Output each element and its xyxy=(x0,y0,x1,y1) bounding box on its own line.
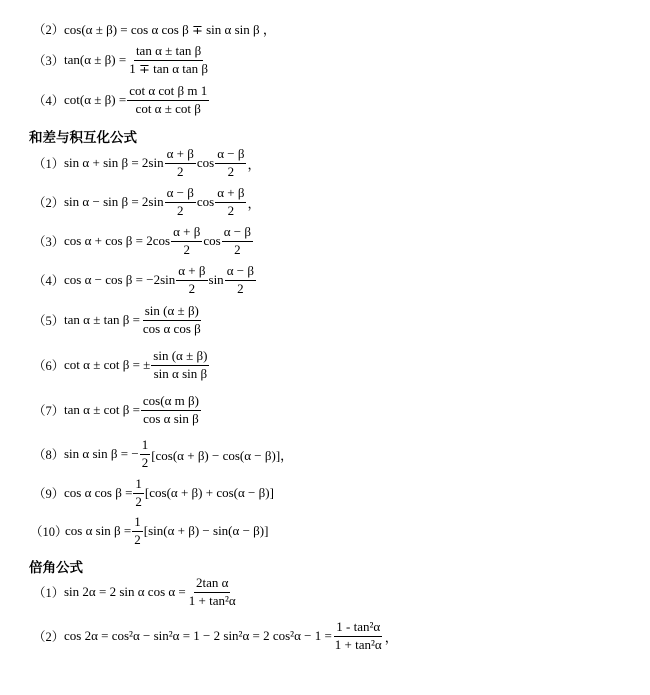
denominator: 1 + tan²α xyxy=(334,636,382,652)
item-number: （8） xyxy=(33,448,65,463)
formula-text: cos xyxy=(196,194,215,210)
item-number: （1） xyxy=(33,586,65,601)
fraction xyxy=(127,44,210,77)
formula-text: cos α − cos β = −2sin xyxy=(64,272,176,288)
formula-text: cos α sin β = xyxy=(65,523,132,539)
double-angle-1 xyxy=(33,576,239,609)
denominator: 2 xyxy=(135,493,142,509)
formula-text: tan α ± cot β = xyxy=(64,402,140,418)
item-number: （5） xyxy=(33,314,65,329)
numerator: 1 xyxy=(133,477,144,494)
fraction xyxy=(133,477,144,510)
sum-product-9 xyxy=(33,477,274,510)
denominator: 2 xyxy=(176,163,184,179)
formula-text: ， xyxy=(384,629,398,645)
fraction xyxy=(187,576,238,609)
double-angle-2 xyxy=(33,620,398,653)
item-number: （3） xyxy=(33,235,65,250)
formula-text: [cos(α + β) + cos(α − β)] xyxy=(144,485,274,501)
item-number: （4） xyxy=(33,274,65,289)
formula-text: cos xyxy=(196,155,215,171)
item-number: （3） xyxy=(33,54,65,69)
denominator: 2 xyxy=(237,280,244,296)
formula-text: [sin(α + β) − sin(α − β)] xyxy=(143,523,269,539)
fraction xyxy=(165,147,196,180)
fraction xyxy=(127,84,209,117)
denominator: 2 xyxy=(176,202,184,218)
denominator: cos α cos β xyxy=(142,320,201,336)
item-number: （10） xyxy=(30,525,68,540)
item-number: （2） xyxy=(33,630,65,645)
fraction xyxy=(141,304,203,337)
formula-text: sin α + sin β = 2sin xyxy=(64,155,164,171)
formula-text: cos(α ± β) = cos α cos β ∓ sin α sin β ， xyxy=(64,22,276,37)
numerator: tan α ± tan β xyxy=(134,44,203,61)
sum-product-6 xyxy=(33,349,210,382)
formula-text: sin α − sin β = 2sin xyxy=(64,194,164,210)
numerator: sin (α ± β) xyxy=(143,304,201,321)
numerator: α − β xyxy=(222,225,253,242)
formula-text: ， xyxy=(247,195,261,211)
fraction xyxy=(225,264,256,297)
fraction xyxy=(176,264,207,297)
denominator: 2 xyxy=(227,202,235,218)
sum-product-10 xyxy=(30,515,268,548)
numerator: α + β xyxy=(165,147,196,164)
numerator: cos(α m β) xyxy=(141,394,201,411)
denominator: 2 xyxy=(141,454,149,470)
numerator: cot α cot β m 1 xyxy=(127,84,209,101)
fraction xyxy=(151,349,209,382)
denominator: cot α ± cot β xyxy=(135,100,201,116)
denominator: 1 ∓ tan α tan β xyxy=(129,60,209,76)
formula-text: cos α + cos β = 2cos xyxy=(64,233,171,249)
fraction xyxy=(140,438,151,471)
formula-text: cot(α ± β) = xyxy=(64,92,127,108)
item-number: （9） xyxy=(33,487,65,502)
denominator: 1 + tan²α xyxy=(188,592,236,608)
item-number: （2） xyxy=(33,22,65,37)
fraction xyxy=(141,394,201,427)
formula-text: cos 2α = cos²α − sin²α = 1 − 2 sin²α = 2 cos²α − 1 = xyxy=(64,628,332,644)
sum-product-7 xyxy=(33,394,202,427)
fraction xyxy=(171,225,202,258)
numerator: α − β xyxy=(165,186,196,203)
formula-text: tan(α ± β) = xyxy=(64,52,127,68)
numerator: 1 xyxy=(140,438,151,455)
numerator: 1 xyxy=(132,515,143,532)
denominator: 2 xyxy=(183,241,190,257)
formula-text: cos xyxy=(203,233,221,249)
fraction xyxy=(222,225,253,258)
numerator: α − β xyxy=(215,147,246,164)
item-number: （2） xyxy=(33,196,65,211)
fraction xyxy=(333,620,384,653)
denominator: sin α sin β xyxy=(153,365,208,381)
numerator: α − β xyxy=(225,264,256,281)
sum-product-3 xyxy=(33,225,254,258)
formula-text: tan α ± tan β = xyxy=(64,312,140,328)
formula-text: sin xyxy=(208,272,224,288)
sum-product-2 xyxy=(33,186,261,219)
formula-tan-sum xyxy=(33,44,211,77)
numerator: α + β xyxy=(215,186,246,203)
denominator: 2 xyxy=(227,163,235,179)
sum-product-4 xyxy=(33,264,257,297)
fraction xyxy=(215,147,246,180)
formula-text: cos α cos β = xyxy=(64,485,133,501)
numerator: α + β xyxy=(176,264,207,281)
section-title-sum-product: 和差与积互化公式 xyxy=(29,130,137,146)
sum-product-1 xyxy=(33,147,261,180)
item-number: （6） xyxy=(33,359,65,374)
formula-cos-sum xyxy=(33,19,276,38)
sum-product-5 xyxy=(33,304,204,337)
formula-cot-sum xyxy=(33,84,210,117)
item-number: （4） xyxy=(33,94,65,109)
denominator: cos α sin β xyxy=(143,410,199,426)
denominator: 2 xyxy=(188,280,196,296)
denominator: 2 xyxy=(134,531,141,547)
numerator: 2tan α xyxy=(194,576,230,593)
numerator: 1 - tan²α xyxy=(334,620,382,637)
numerator: sin (α ± β) xyxy=(151,349,209,366)
formula-text: ， xyxy=(247,156,261,172)
formula-text: cot α ± cot β = ± xyxy=(64,357,151,373)
section-title-double-angle: 倍角公式 xyxy=(29,560,83,576)
item-number: （7） xyxy=(33,404,65,419)
formula-text: [cos(α + β) − cos(α − β)]， xyxy=(151,447,294,463)
numerator: α + β xyxy=(171,225,202,242)
formula-text: sin 2α = 2 sin α cos α = xyxy=(64,584,186,600)
item-number: （1） xyxy=(33,157,65,172)
fraction xyxy=(132,515,143,548)
formula-text: sin α sin β = − xyxy=(64,446,139,462)
fraction xyxy=(165,186,196,219)
sum-product-8 xyxy=(33,438,293,471)
fraction xyxy=(215,186,246,219)
denominator: 2 xyxy=(234,241,241,257)
